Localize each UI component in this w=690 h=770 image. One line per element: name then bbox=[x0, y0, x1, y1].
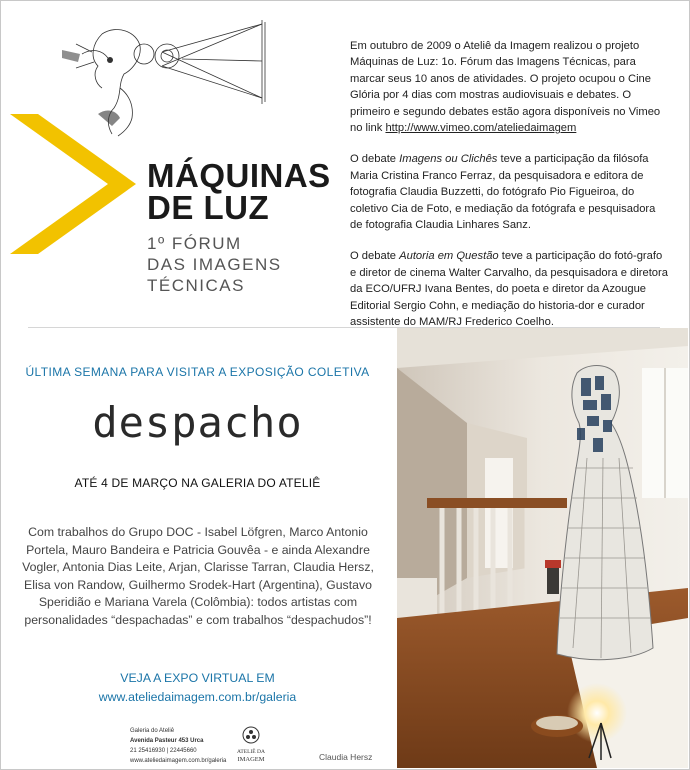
gallery-address bbox=[130, 726, 240, 766]
virtual-expo-label: VEJA A EXPO VIRTUAL EM bbox=[120, 671, 275, 685]
forum-paragraph-1-text: Em outubro de 2009 o Ateliê da Imagem realizou o projeto Máquinas de Luz: 1o. Fórum das Imagens Técnicas, para marcar seus 10 anos de atividades. O projeto ocupou o Cine Glória por 4 dias com mostras audiovisuais e debates. O primeiro e segundo debates estão agora disponíveis no Vimeo no link bbox=[350, 40, 661, 135]
forum-logo-title bbox=[147, 157, 331, 226]
forum-paragraph-1 bbox=[350, 38, 670, 136]
debate-title-autoria-em-questao: Autoria em Questão bbox=[399, 250, 499, 263]
paragraph-3-lead: O debate bbox=[350, 250, 400, 263]
paragraph-2-body: teve a participação da filósofa Maria Cristina Franco Ferraz, da pesquisadora e editora de fotografia Claudia Buzzetti, do fotógrafo Pio Figueiroa, do coletivo Cia de Foto, e mediação da fotógrafa e pesquisadora de fotografia Claudia Linhares Sanz. bbox=[350, 153, 656, 232]
forum-logo-subtitle bbox=[147, 233, 282, 296]
debate-title-imagens-ou-cliches: Imagens ou Clichês bbox=[399, 153, 498, 166]
atelie-logo-line-2: IMAGEM bbox=[237, 756, 265, 763]
logo-subtitle-line-1: 1º FÓRUM bbox=[147, 234, 242, 253]
exhibition-photo bbox=[397, 328, 688, 768]
logo-subtitle-line-3: TÉCNICAS bbox=[147, 276, 245, 295]
expo-dates: ATÉ 4 DE MARÇO NA GALERIA DO ATELIÊ bbox=[74, 476, 321, 490]
forum-paragraph-2 bbox=[350, 151, 670, 233]
logo-title-line-2: DE LUZ bbox=[147, 189, 270, 226]
paragraph-3-body: teve a participação do fotó-grafo e diretor de cinema Walter Carvalho, da pesquisadora e diretora da ECO/UFRJ Ivana Bentes, do poeta e diretor da Azougue Editorial Sergio Cohn, e mediação do historia-dor e curador assistente do MAM/RJ Frederico Coelho. bbox=[350, 250, 668, 329]
logo-subtitle-line-2: DAS IMAGENS bbox=[147, 255, 282, 274]
atelie-logo bbox=[230, 726, 272, 764]
forum-paragraph-3 bbox=[350, 248, 670, 330]
address-line-2: Avenida Pasteur 453 Urca bbox=[130, 738, 204, 744]
expo-headline: ÚLTIMA SEMANA PARA VISITAR A EXPOSIÇÃO COLETIVA bbox=[25, 365, 370, 379]
expo-artists-text: Com trabalhos do Grupo DOC - Isabel Löfgren, Marco Antonio Portela, Mauro Bandeira e Patricia Gouvêa - e ainda Alexandre Vogler, Antonia Dias Leite, Arjan, Clarisse Tarran, Claudia Hersz, Elisa von Randow, Guilhermo Srodek-Hart (Argentina), Gustavo Speridião e Mariana Varela (Colômbia): todos artistas com personalidades “despachadas” e com trabalhos “despachudos”! bbox=[22, 525, 374, 627]
despacho-wordmark: despacho bbox=[92, 398, 303, 447]
yellow-chevron-mark bbox=[10, 114, 140, 254]
address-line-1: Galeria do Ateliê bbox=[130, 728, 175, 734]
atelie-emblem-icon bbox=[242, 726, 260, 744]
forum-logo bbox=[0, 0, 340, 318]
expo-announcement bbox=[0, 328, 395, 768]
virtual-expo-link[interactable]: www.ateliedaimagem.com.br/galeria bbox=[98, 690, 297, 704]
address-line-4: www.ateliedaimagem.com.br/galeria bbox=[130, 758, 227, 764]
photo-credit: Claudia Hersz bbox=[319, 752, 373, 762]
paragraph-2-lead: O debate bbox=[350, 153, 400, 166]
address-line-3: 21 25416930 | 22445660 bbox=[130, 748, 197, 754]
vimeo-link[interactable]: http://www.vimeo.com/ateliedaimagem bbox=[385, 122, 577, 135]
gallery-photo-illustration bbox=[397, 328, 688, 768]
atelie-logo-line-1: ATELIÊ DA bbox=[237, 749, 265, 755]
logo-title-line-1: MÁQUINAS bbox=[147, 157, 331, 194]
forum-description bbox=[350, 38, 670, 346]
